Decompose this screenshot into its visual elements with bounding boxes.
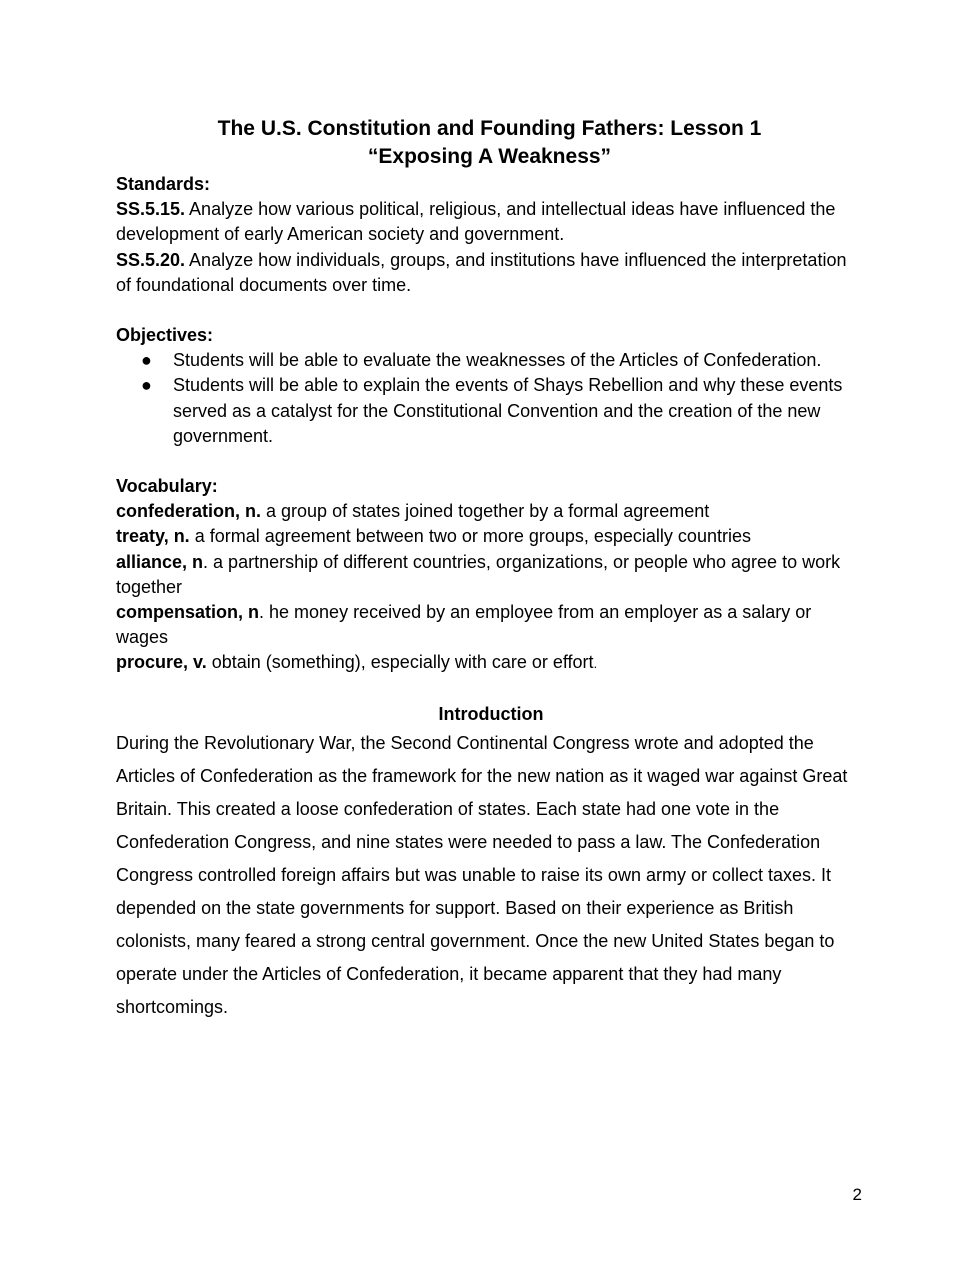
vocabulary-heading: Vocabulary: (116, 476, 218, 497)
spacer (116, 298, 866, 323)
vocabulary-term: procure, v. (116, 652, 207, 673)
vocabulary-item (116, 600, 866, 650)
standards-heading: Standards: (116, 174, 211, 194)
objective-item (116, 373, 866, 449)
standard-code: SS.5.15. (116, 199, 186, 220)
spacer (116, 677, 866, 702)
spacer (116, 449, 866, 474)
objective-item (116, 348, 866, 373)
vocabulary-term: compensation, n (116, 602, 260, 623)
vocabulary-term: confederation, n. (116, 501, 262, 522)
vocabulary-definition: a formal agreement between two or more groups, especially countries (189, 526, 751, 547)
standard-text: Analyze how individuals, groups, and institutions have influenced the interpretation of foundational documents over time. (116, 249, 847, 295)
vocabulary-item (116, 499, 866, 524)
vocabulary-item (116, 650, 866, 676)
vocabulary-definition: . he money received by an employee from an employer as a salary or wages (116, 602, 812, 648)
vocabulary-term: alliance, n (116, 551, 204, 572)
objective-text: Students will be able to explain the events of Shays Rebellion and why these events served as a catalyst for the Constitutional Convention and the creation of the new government. (173, 375, 843, 446)
bullet-icon: ● (141, 375, 152, 396)
lesson-subtitle: “Exposing A Weakness” (367, 145, 612, 168)
vocabulary-trailing: . (593, 656, 598, 672)
objectives-list (116, 348, 866, 449)
introduction-heading: Introduction (438, 703, 544, 724)
lesson-content (116, 172, 866, 1024)
vocabulary-definition: a group of states joined together by a formal agreement (261, 501, 710, 522)
vocabulary-term: treaty, n. (116, 526, 190, 547)
standard-item (116, 197, 866, 247)
vocabulary-definition: obtain (something), especially with care or effort (206, 652, 594, 673)
bullet-icon: ● (141, 350, 152, 371)
objectives-heading: Objectives: (116, 325, 214, 346)
page-number: 2 (852, 1185, 862, 1204)
standard-item (116, 248, 866, 298)
vocabulary-definition: . a partnership of different countries, organizations, or people who agree to work together (116, 551, 841, 597)
introduction-paragraph: During the Revolutionary War, the Second Continental Congress wrote and adopted the Articles of Confederation as the framework for the new nation as it waged war against Great Britain. This created a loose confederation of states. Each state had one vote in the Confederation Congress, and nine states were needed to pass a law. The Confederation Congress controlled foreign affairs but was unable to raise its own army or collect taxes. It depended on the state governments for support. Based on their experience as British colonists, many feared a strong central government. Once the new United States began to operate under the Articles of Confederation, it became apparent that they had many shortcomings. (116, 732, 848, 1017)
standard-code: SS.5.20. (116, 249, 186, 270)
lesson-title: The U.S. Constitution and Founding Fathers: Lesson 1 (217, 117, 762, 140)
objective-text: Students will be able to evaluate the weaknesses of the Articles of Confederation. (173, 350, 822, 371)
vocabulary-item (116, 550, 866, 600)
standard-text: Analyze how various political, religious, and intellectual ideas have influenced the development of early American society and government. (116, 199, 836, 245)
vocabulary-item (116, 524, 866, 549)
